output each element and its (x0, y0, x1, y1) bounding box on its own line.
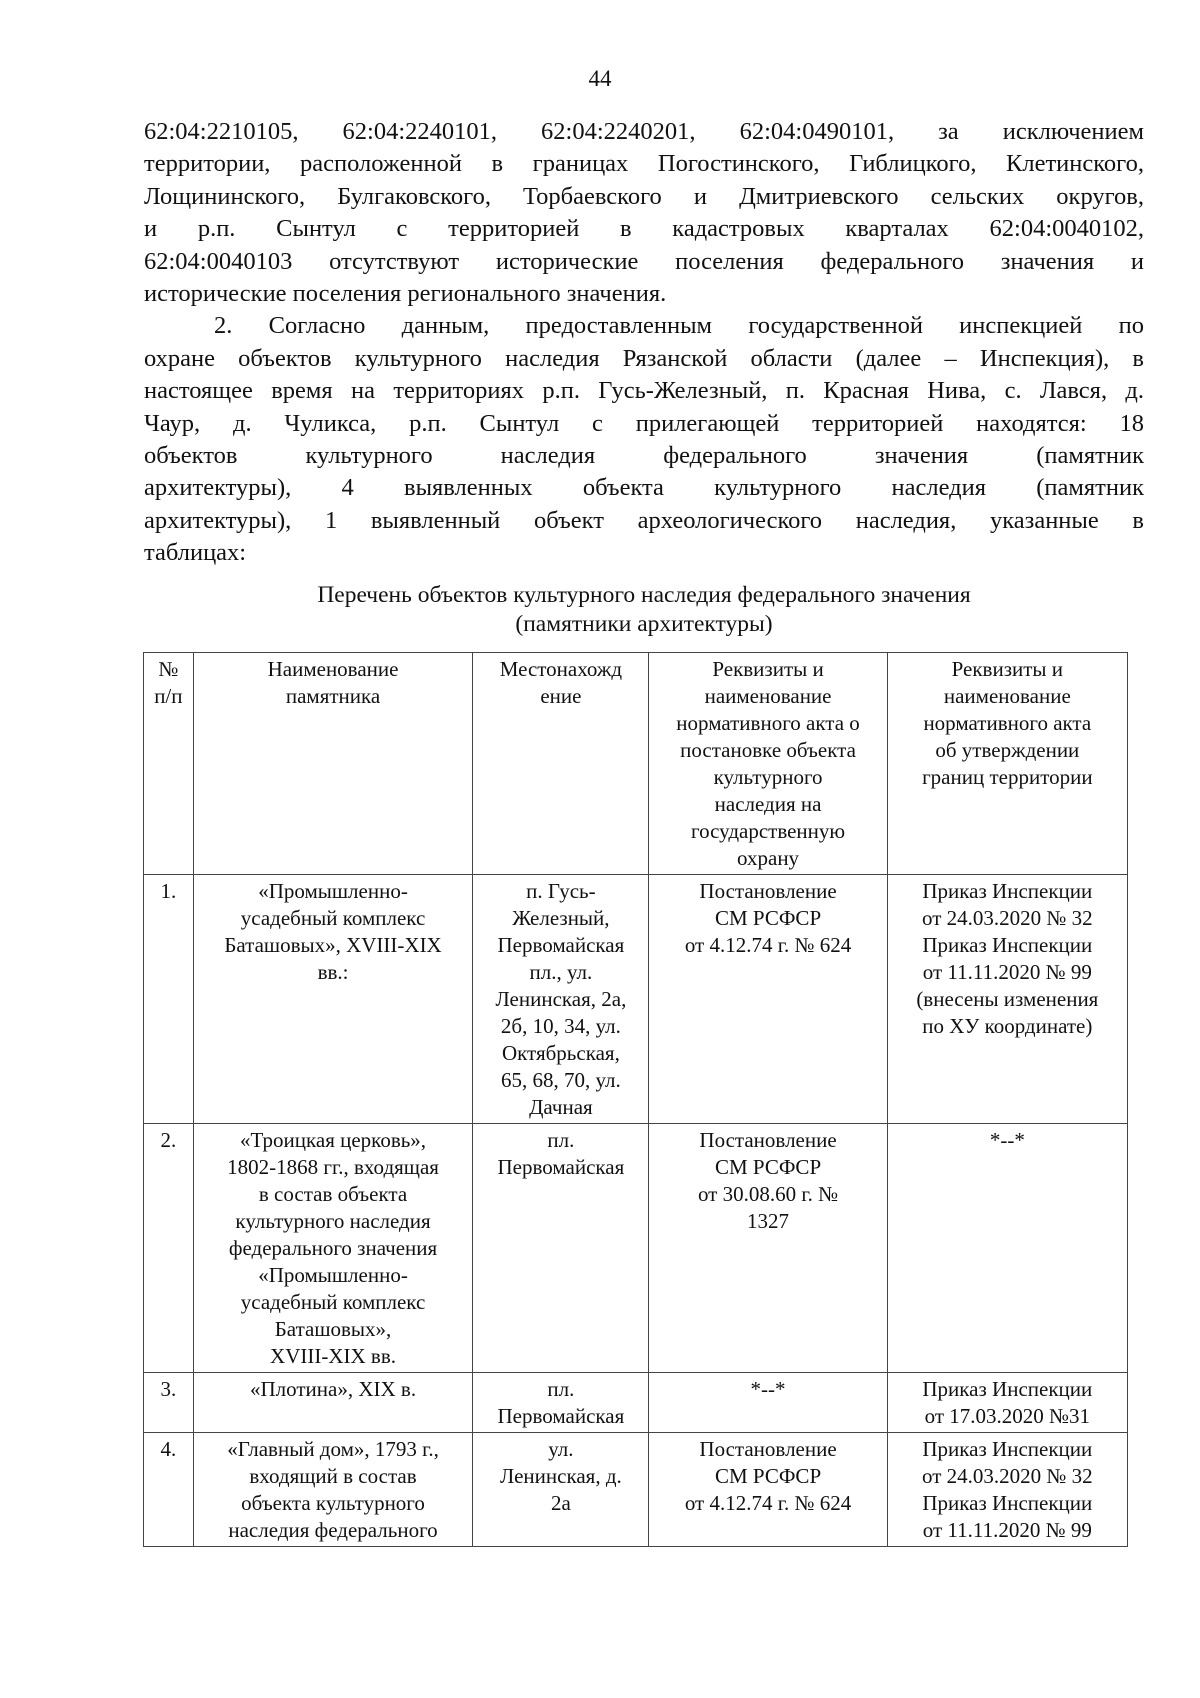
cell-protection-act (649, 1373, 887, 1433)
cell-line: охрану (737, 846, 800, 870)
cell-line: Постановление (699, 879, 837, 903)
cell-protection-act (649, 1124, 887, 1373)
cell-line: 3. (160, 1377, 177, 1401)
table-caption-line: (памятники архитектуры) (515, 611, 773, 637)
table-row (144, 1373, 1128, 1433)
header-protection-act (649, 653, 887, 875)
cell-line: пл. (547, 1128, 575, 1152)
cell-line: XVIII-XIX вв. (270, 1344, 397, 1368)
cell-line: Баташовых», XVIII-XIX (224, 933, 442, 957)
body-text (144, 116, 1144, 570)
cell-number (144, 875, 194, 1124)
table-row (144, 875, 1128, 1124)
cell-line: Первомайская (497, 1155, 625, 1179)
text-line: архитектуры), 1 выявленный объект археологического наследия, указанные в (144, 506, 1144, 534)
cell-line: федерального значения (228, 1236, 438, 1260)
text-line: территории, расположенной в границах Погостинского, Гиблицкого, Клетинского, (144, 150, 1144, 178)
page-number: 44 (588, 66, 612, 91)
table-row (144, 1433, 1128, 1547)
cell-line: памятника (285, 684, 381, 708)
cell-location (473, 1433, 649, 1547)
cell-line: «Промышленно- (258, 1263, 408, 1287)
cell-line: от 4.12.74 г. № 624 (684, 1491, 852, 1515)
cell-line: культурного наследия (235, 1209, 431, 1233)
cell-line: наследия на (714, 792, 822, 816)
cell-boundary-act (887, 1433, 1127, 1547)
cell-boundary-act (887, 1373, 1127, 1433)
cell-line: «Плотина», XIX в. (249, 1377, 417, 1401)
cell-line: наследия федерального (228, 1518, 438, 1542)
cell-location (473, 875, 649, 1124)
cell-line: Ленинская, д. (500, 1464, 622, 1488)
text-line: объектов культурного наследия федерального значения (памятник (144, 442, 1144, 470)
cell-line: в состав объекта (258, 1182, 408, 1206)
cell-line: Приказ Инспекции (922, 879, 1093, 903)
table-row (144, 1124, 1128, 1373)
cell-location (473, 1124, 649, 1373)
cell-line: 1802-1868 гг., входящая (227, 1155, 439, 1179)
cell-line: «Главный дом», 1793 г., (227, 1437, 439, 1461)
cell-name (193, 1433, 473, 1547)
cell-line: 2. (160, 1128, 177, 1152)
cell-name (193, 1124, 473, 1373)
cell-line: «Промышленно- (258, 879, 408, 903)
cell-line: от 30.08.60 г. № (697, 1182, 839, 1206)
monuments-table (143, 652, 1128, 1547)
cell-line: нормативного акта о (676, 711, 860, 735)
cell-line: Наименование (267, 657, 399, 681)
cell-line: от 4.12.74 г. № 624 (684, 933, 852, 957)
text-line: и р.п. Сынтул с территорией в кадастровых кварталах 62:04:0040102, (144, 215, 1144, 243)
table-caption-line: Перечень объектов культурного наследия федерального значения (317, 582, 971, 608)
text-line: охране объектов культурного наследия Рязанской области (далее – Инспекция), в (144, 344, 1144, 372)
cell-line: Приказ Инспекции (922, 1377, 1093, 1401)
cell-line: Первомайская (497, 1404, 625, 1428)
header-name (193, 653, 473, 875)
table-header-row (144, 653, 1128, 875)
cell-line: от 24.03.2020 № 32 (921, 906, 1093, 930)
cell-line: объекта культурного (241, 1491, 425, 1515)
cell-line: государственную (690, 819, 846, 843)
cell-line: п/п (154, 684, 183, 708)
cell-number (144, 1433, 194, 1547)
cell-line: пл. (547, 1377, 575, 1401)
cell-line: об утверждении (935, 738, 1080, 762)
cell-line: Приказ Инспекции (922, 1437, 1093, 1461)
cell-line: культурного (713, 765, 823, 789)
cell-line: *--* (989, 1128, 1025, 1152)
cell-line: Постановление (699, 1128, 837, 1152)
cell-line: СМ РСФСР (714, 1464, 822, 1488)
cell-line: Октябрьская, (501, 1041, 620, 1065)
cell-line: ул. (548, 1437, 574, 1461)
table-body (144, 875, 1128, 1547)
cell-line: Баташовых», (274, 1317, 392, 1341)
header-location (473, 653, 649, 875)
text-line: 62:04:0040103 отсутствуют исторические поселения федерального значения и (144, 247, 1144, 275)
cell-line: 2б, 10, 34, ул. (500, 1014, 621, 1038)
cell-line: от 11.11.2020 № 99 (922, 960, 1092, 984)
table-caption (144, 581, 1144, 639)
cell-line: постановке объекта (680, 738, 856, 762)
text-line: исторические поселения регионального значения. (144, 280, 667, 308)
cell-line: Дачная (529, 1095, 593, 1119)
text-line: 2. Согласно данным, предоставленным государственной инспекцией по (214, 312, 1144, 340)
cell-line: границ территории (922, 765, 1093, 789)
cell-line: СМ РСФСР (714, 1155, 822, 1179)
cell-line: пл., ул. (529, 960, 593, 984)
text-line: 62:04:2210105, 62:04:2240101, 62:04:2240201, 62:04:0490101, за исключением (144, 118, 1144, 145)
cell-boundary-act (887, 875, 1127, 1124)
cell-line: усадебный комплекс (240, 906, 426, 930)
cell-line: Приказ Инспекции (922, 933, 1093, 957)
cell-line: Постановление (699, 1437, 837, 1461)
header-boundary-act (887, 653, 1127, 875)
cell-line: от 24.03.2020 № 32 (921, 1464, 1093, 1488)
cell-protection-act (649, 1433, 887, 1547)
paragraph (144, 116, 1144, 310)
text-line: Чаур, д. Чуликса, р.п. Сынтул с прилегающей территорией находятся: 18 (144, 409, 1144, 437)
cell-line: Реквизиты и (712, 657, 824, 681)
cell-line: 1. (160, 879, 177, 903)
cell-line: № (158, 657, 179, 681)
cell-line: от 11.11.2020 № 99 (922, 1518, 1092, 1542)
text-line: настоящее время на территориях р.п. Гусь-Железный, п. Красная Нива, с. Лався, д. (144, 377, 1144, 405)
cell-name (193, 1373, 473, 1433)
cell-line: п. Гусь- (526, 879, 596, 903)
cell-line: Ленинская, 2а, (495, 987, 627, 1011)
cell-line: *--* (750, 1377, 786, 1401)
cell-line: 65, 68, 70, ул. (500, 1068, 621, 1092)
cell-line: Реквизиты и (951, 657, 1064, 681)
cell-line: ение (540, 684, 582, 708)
cell-line: усадебный комплекс (240, 1290, 426, 1314)
text-line: архитектуры), 4 выявленных объекта культурного наследия (памятник (144, 474, 1144, 502)
cell-line: Железный, (512, 906, 610, 930)
text-line: Лощининского, Булгаковского, Торбаевского и Дмитриевского сельских округов, (144, 182, 1144, 210)
cell-line: нормативного акта (923, 711, 1092, 735)
paragraph (144, 310, 1144, 569)
cell-line: Приказ Инспекции (922, 1491, 1093, 1515)
cell-number (144, 1373, 194, 1433)
header-number (144, 653, 194, 875)
cell-line: наименование (704, 684, 832, 708)
cell-line: (внесены изменения (916, 987, 1099, 1011)
cell-line: Местонахожд (499, 657, 623, 681)
cell-line: наименование (943, 684, 1071, 708)
cell-line: «Троицкая церковь», (240, 1128, 427, 1152)
cell-line: Первомайская (497, 933, 625, 957)
cell-number (144, 1124, 194, 1373)
table-header (144, 653, 1128, 875)
cell-line: 4. (160, 1437, 177, 1461)
cell-boundary-act (887, 1124, 1127, 1373)
cell-location (473, 1373, 649, 1433)
cell-line: вв.: (317, 960, 349, 984)
cell-line: 2а (550, 1491, 571, 1515)
cell-line: входящий в состав (249, 1464, 417, 1488)
cell-line: 1327 (747, 1209, 790, 1233)
cell-line: СМ РСФСР (714, 906, 822, 930)
text-line: таблицах: (144, 539, 247, 567)
cell-name (193, 875, 473, 1124)
cell-protection-act (649, 875, 887, 1124)
cell-line: по XУ координате) (922, 1014, 1093, 1038)
cell-line: от 17.03.2020 №31 (924, 1404, 1091, 1428)
